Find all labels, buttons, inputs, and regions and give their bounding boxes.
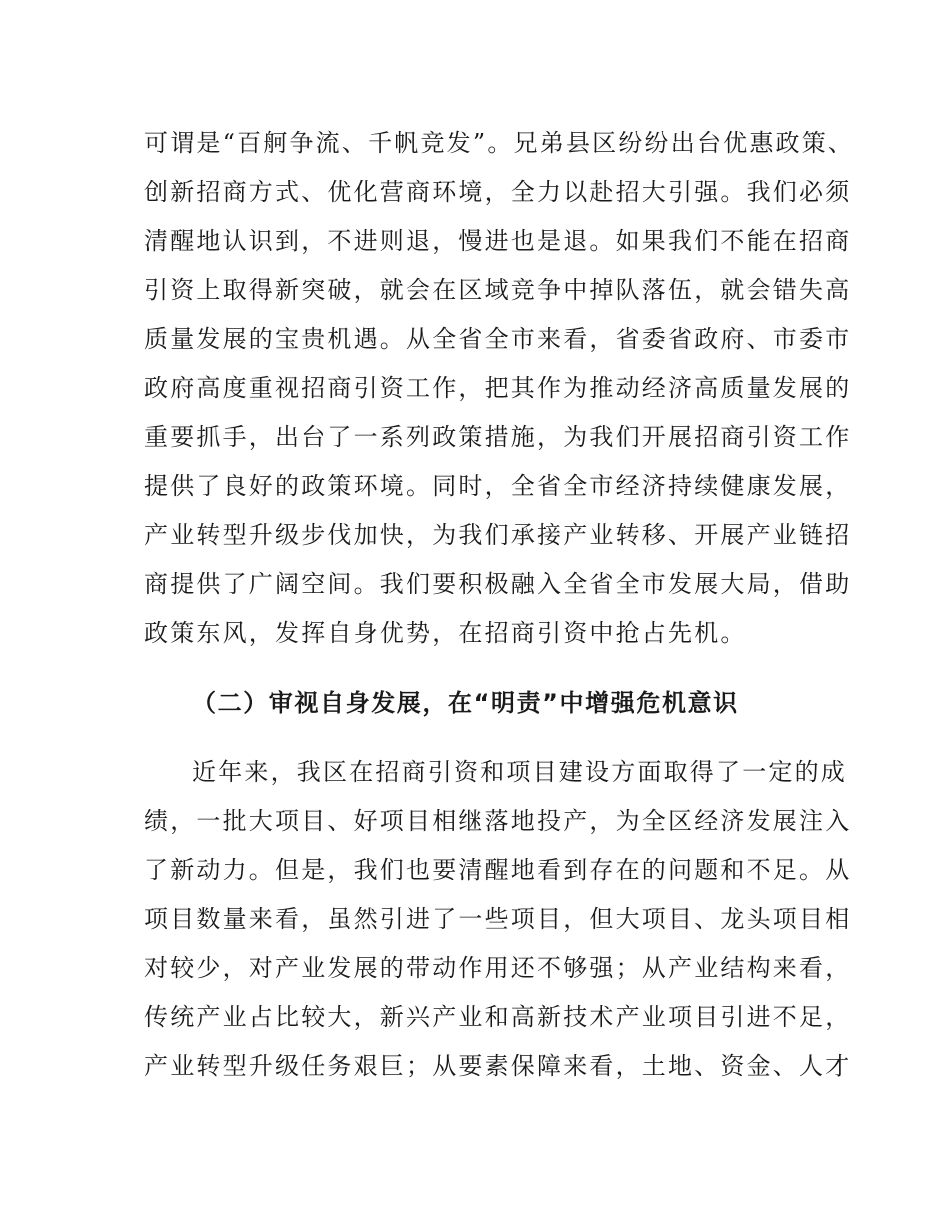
paragraph-line: 清醒地认识到，不进则退，慢进也是退。如果我们不能在招商 <box>144 227 852 255</box>
paragraph-line: 对较少，对产业发展的带动作用还不够强；从产业结构来看， <box>144 954 852 982</box>
paragraph-line: 产业转型升级任务艰巨；从要素保障来看，土地、资金、人才 <box>144 1052 852 1080</box>
paragraph-line: 提供了良好的政策环境。同时，全省全市经济持续健康发展， <box>144 472 852 500</box>
paragraph-line: 近年来，我区在招商引资和项目建设方面取得了一定的成 <box>192 758 847 786</box>
section-heading: （二）审视自身发展，在“明责”中增强危机意识 <box>192 689 739 717</box>
paragraph-line: 项目数量来看，虽然引进了一些项目，但大项目、龙头项目相 <box>144 905 852 933</box>
paragraph-line: 了新动力。但是，我们也要清醒地看到存在的问题和不足。从 <box>144 856 852 884</box>
paragraph-line: 可谓是“百舸争流、千帆竞发”。兄弟县区纷纷出台优惠政策、 <box>144 129 855 157</box>
paragraph-line: 引资上取得新突破，就会在区域竞争中掉队落伍，就会错失高 <box>144 276 852 304</box>
paragraph-line: 质量发展的宝贵机遇。从全省全市来看，省委省政府、市委市 <box>144 325 852 353</box>
paragraph-line: 绩，一批大项目、好项目相继落地投产，为全区经济发展注入 <box>144 807 852 835</box>
paragraph-line: 创新招商方式、优化营商环境，全力以赴招大引强。我们必须 <box>144 178 852 206</box>
paragraph-line: 重要抓手，出台了一系列政策措施，为我们开展招商引资工作 <box>144 423 852 451</box>
paragraph-line: 政府高度重视招商引资工作，把其作为推动经济高质量发展的 <box>144 374 852 402</box>
paragraph-line: 传统产业占比较大，新兴产业和高新技术产业项目引进不足， <box>144 1003 852 1031</box>
paragraph-line: 商提供了广阔空间。我们要积极融入全省全市发展大局，借助 <box>144 570 852 598</box>
paragraph-line: 政策东风，发挥自身优势，在招商引资中抢占先机。 <box>144 619 747 647</box>
paragraph-line: 产业转型升级步伐加快，为我们承接产业转移、开展产业链招 <box>144 521 852 549</box>
